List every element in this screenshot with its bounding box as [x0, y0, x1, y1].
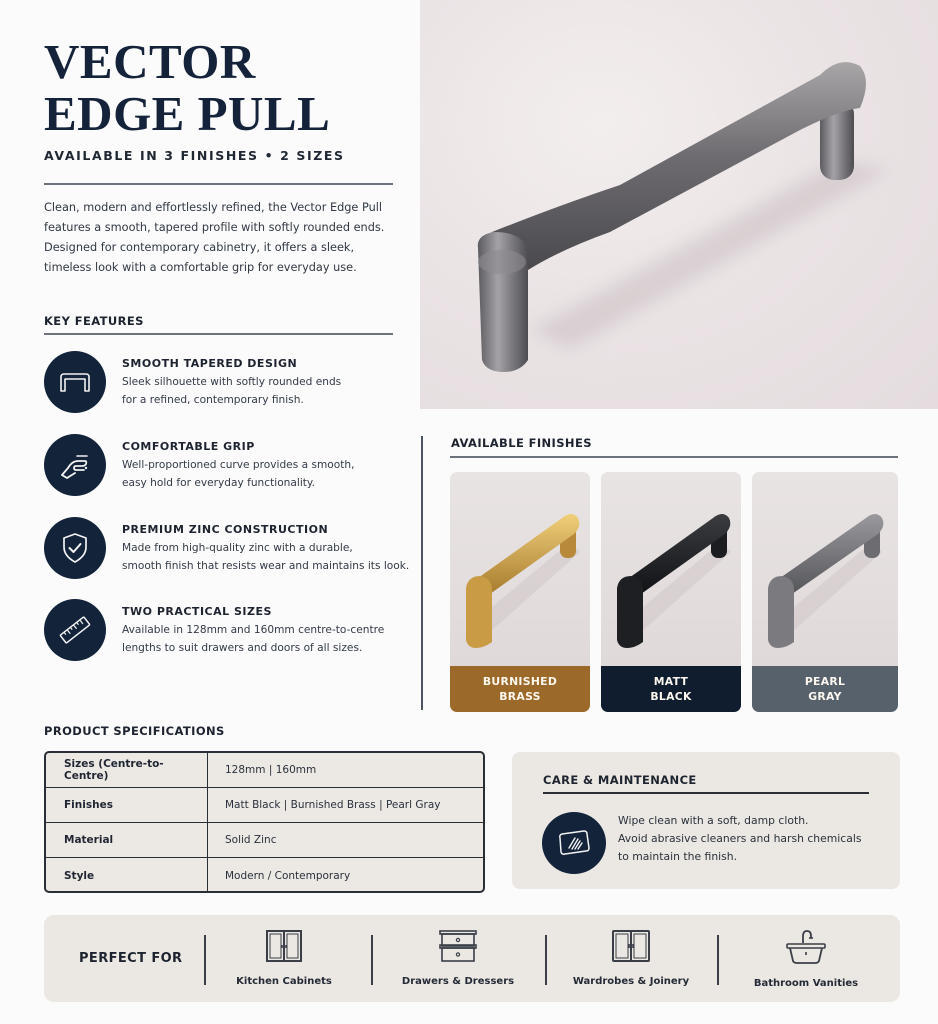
care-maintenance-panel: [512, 752, 900, 889]
feature-title: COMFORTABLE GRIP: [122, 440, 255, 453]
sink-icon: [785, 929, 827, 965]
finish-label: [601, 666, 741, 712]
divider: [44, 333, 393, 335]
use-case-kitchen-cabinets: [204, 929, 364, 988]
divider: [450, 456, 898, 458]
ruler-icon: [44, 599, 106, 661]
use-case-bathroom-vanities: [726, 929, 886, 990]
feature-item: [44, 434, 414, 498]
feature-desc: for a refined, contemporary finish.: [122, 393, 304, 406]
spec-key: Finishes: [46, 788, 208, 822]
intro-line: Clean, modern and effortlessly refined, the Vector Edge Pull: [44, 201, 383, 214]
cabinet-icon: [265, 929, 303, 963]
feature-title: PREMIUM ZINC CONSTRUCTION: [122, 523, 329, 536]
care-line: Wipe clean with a soft, damp cloth.: [618, 814, 809, 827]
finish-label-line: BRASS: [499, 690, 541, 703]
feature-item: [44, 599, 414, 663]
separator: [717, 935, 719, 985]
key-features-heading: KEY FEATURES: [44, 314, 144, 328]
feature-desc: easy hold for everyday functionality.: [122, 476, 316, 489]
intro-paragraph: [44, 198, 394, 278]
use-case-label: Kitchen Cabinets: [236, 976, 332, 987]
feature-desc: Well-proportioned curve provides a smooth,: [122, 459, 355, 471]
intro-line: timeless look with a comfortable grip for everyday use.: [44, 261, 357, 274]
separator: [371, 935, 373, 985]
table-row: [46, 788, 483, 823]
feature-desc: Available in 128mm and 160mm centre-to-centre: [122, 624, 385, 636]
feature-desc: Sleek silhouette with softly rounded ends: [122, 376, 342, 388]
spec-key: Style: [46, 858, 208, 893]
spec-value: 128mm | 160mm: [225, 764, 317, 776]
intro-line: Designed for contemporary cabinetry, it offers a sleek,: [44, 241, 355, 254]
handle-icon: [44, 351, 106, 413]
vertical-divider: [421, 436, 423, 710]
specifications-table: [44, 751, 485, 893]
matt-black-handle-image: [601, 472, 741, 666]
pearl-gray-handle-image: [752, 472, 898, 666]
spec-value: Solid Zinc: [225, 834, 277, 846]
care-line: to maintain the finish.: [618, 850, 738, 863]
drawers-icon: [439, 929, 477, 963]
table-row: [46, 823, 483, 858]
separator: [545, 935, 547, 985]
feature-desc: Made from high-quality zinc with a durable,: [122, 542, 353, 554]
perfect-for-label: PERFECT FOR: [79, 951, 183, 966]
finish-label-line: BLACK: [650, 690, 692, 703]
use-case-label: Bathroom Vanities: [753, 978, 859, 989]
title-line-1: VECTOR: [44, 34, 256, 89]
finish-label: [752, 666, 898, 712]
feature-title: SMOOTH TAPERED DESIGN: [122, 357, 298, 370]
product-subtitle: AVAILABLE IN 3 FINISHES • 2 SIZES: [44, 148, 345, 163]
care-heading: CARE & MAINTENANCE: [543, 773, 697, 787]
finish-card-burnished-brass[interactable]: [450, 472, 590, 712]
divider: [543, 792, 869, 794]
spec-value: Modern / Contemporary: [225, 869, 351, 882]
hero-product-image: [420, 0, 938, 409]
title-line-2: EDGE PULL: [44, 86, 331, 141]
product-title: [44, 36, 404, 140]
finish-card-matt-black[interactable]: [601, 472, 741, 712]
feature-item: [44, 517, 414, 581]
use-case-label: Drawers & Dressers: [401, 976, 515, 987]
table-row: [46, 753, 483, 788]
care-instructions: [618, 812, 861, 866]
hand-grip-icon: [44, 434, 106, 496]
table-row: [46, 858, 483, 893]
finish-label: [450, 666, 590, 712]
spec-key: Sizes (Centre-to-Centre): [46, 753, 208, 787]
spec-key: Material: [46, 823, 208, 857]
finish-label-line: GRAY: [808, 690, 842, 703]
finish-label-line: BURNISHED: [482, 675, 558, 688]
finish-label-line: PEARL: [804, 675, 846, 688]
feature-title: TWO PRACTICAL SIZES: [122, 605, 272, 618]
perfect-for-panel: [44, 915, 900, 1002]
use-case-wardrobes-joinery: [551, 929, 711, 988]
feature-item: [44, 351, 414, 415]
care-line: Avoid abrasive cleaners and harsh chemicals: [618, 832, 862, 845]
wardrobe-icon: [611, 929, 651, 963]
use-case-label: Wardrobes & Joinery: [572, 976, 690, 987]
use-case-drawers-dressers: [378, 929, 538, 988]
burnished-brass-handle-image: [450, 472, 590, 666]
feature-desc: smooth finish that resists wear and maintains its look.: [122, 559, 410, 572]
divider: [44, 183, 393, 185]
spec-value: Matt Black | Burnished Brass | Pearl Gray: [225, 799, 441, 811]
available-finishes-heading: AVAILABLE FINISHES: [451, 436, 592, 450]
cloth-hand-icon: [542, 812, 606, 874]
product-specifications-heading: PRODUCT SPECIFICATIONS: [44, 724, 225, 738]
shield-check-icon: [44, 517, 106, 579]
finish-label-line: MATT: [653, 675, 689, 688]
intro-line: features a smooth, tapered profile with softly rounded ends.: [44, 221, 385, 234]
finish-card-pearl-gray[interactable]: [752, 472, 898, 712]
feature-desc: lengths to suit drawers and doors of all sizes.: [122, 641, 363, 654]
